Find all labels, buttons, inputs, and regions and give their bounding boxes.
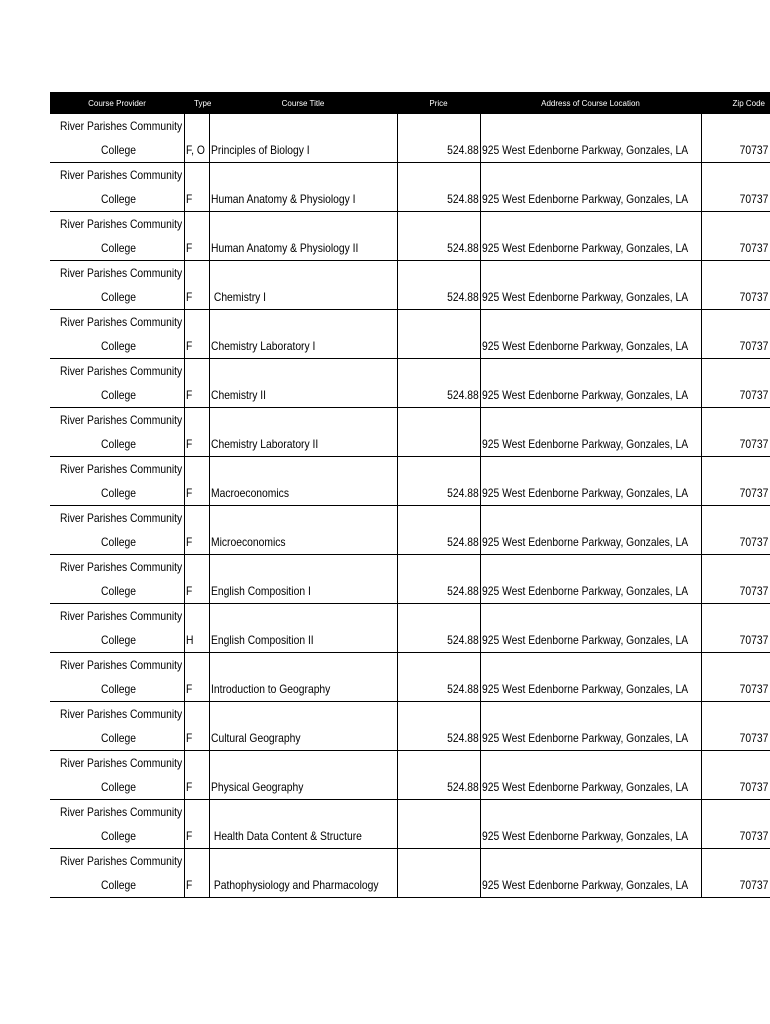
cell-course-provider <box>50 163 184 212</box>
table-row <box>50 751 770 800</box>
cell-type <box>184 506 209 555</box>
cell-price-text: 524.88 <box>446 535 479 550</box>
header-zip-code: Zip Code <box>701 92 770 114</box>
provider-name-line2: College <box>101 780 137 795</box>
cell-type-text: F <box>185 780 192 795</box>
table-row <box>50 310 770 359</box>
cell-price-text: 524.88 <box>446 143 479 158</box>
cell-address-text: 925 West Edenborne Parkway, Gonzales, LA <box>481 486 688 501</box>
cell-zip-code-text: 70737 <box>739 829 768 844</box>
cell-type <box>184 408 209 457</box>
cell-address <box>480 359 701 408</box>
provider-name-line2: College <box>101 437 137 452</box>
table-row <box>50 702 770 751</box>
cell-course-title-text: Human Anatomy & Physiology II <box>210 241 358 256</box>
table-row <box>50 457 770 506</box>
cell-price <box>397 457 480 506</box>
cell-course-title <box>209 849 397 898</box>
cell-course-provider <box>50 604 184 653</box>
provider-name-line1: River Parishes Community <box>60 756 183 771</box>
cell-type-text: F <box>185 192 192 207</box>
cell-course-title-text: Pathophysiology and Pharmacology <box>210 878 379 893</box>
cell-address-text: 925 West Edenborne Parkway, Gonzales, LA <box>481 241 688 256</box>
cell-type <box>184 653 209 702</box>
course-table-sheet <box>50 92 768 898</box>
table-row <box>50 114 770 163</box>
cell-address-text: 925 West Edenborne Parkway, Gonzales, LA <box>481 388 688 403</box>
cell-course-title-text: Chemistry II <box>210 388 266 403</box>
cell-price-text: 524.88 <box>446 241 479 256</box>
provider-name-line1: River Parishes Community <box>60 217 183 232</box>
cell-course-title-text: Chemistry Laboratory I <box>210 339 315 354</box>
cell-price <box>397 800 480 849</box>
cell-course-title <box>209 800 397 849</box>
cell-zip-code <box>701 359 770 408</box>
cell-course-provider <box>50 114 184 163</box>
header-course-title: Course Title <box>209 92 397 114</box>
cell-zip-code-text: 70737 <box>739 192 768 207</box>
cell-price-text: 524.88 <box>446 486 479 501</box>
cell-zip-code <box>701 114 770 163</box>
cell-course-title <box>209 457 397 506</box>
cell-address-text: 925 West Edenborne Parkway, Gonzales, LA <box>481 878 688 893</box>
cell-course-title-text: Principles of Biology I <box>210 143 310 158</box>
cell-address <box>480 849 701 898</box>
cell-zip-code <box>701 604 770 653</box>
cell-type-text: F <box>185 682 192 697</box>
provider-name-line2: College <box>101 829 137 844</box>
cell-type <box>184 604 209 653</box>
cell-course-title-text: Physical Geography <box>210 780 303 795</box>
cell-zip-code-text: 70737 <box>739 682 768 697</box>
cell-address-text: 925 West Edenborne Parkway, Gonzales, LA <box>481 780 688 795</box>
cell-address <box>480 310 701 359</box>
cell-zip-code-text: 70737 <box>739 339 768 354</box>
table-row <box>50 261 770 310</box>
cell-course-provider <box>50 849 184 898</box>
cell-zip-code <box>701 163 770 212</box>
table-row <box>50 506 770 555</box>
cell-zip-code <box>701 653 770 702</box>
provider-name-line1: River Parishes Community <box>60 266 183 281</box>
cell-price <box>397 212 480 261</box>
header-row <box>50 92 770 114</box>
cell-zip-code <box>701 261 770 310</box>
table-row <box>50 408 770 457</box>
cell-course-title <box>209 653 397 702</box>
provider-name-line2: College <box>101 682 137 697</box>
cell-course-title <box>209 555 397 604</box>
cell-address <box>480 555 701 604</box>
provider-name-line1: River Parishes Community <box>60 364 183 379</box>
cell-zip-code-text: 70737 <box>739 584 768 599</box>
cell-type-text: F <box>185 731 192 746</box>
table-row <box>50 359 770 408</box>
cell-price-text: 524.88 <box>446 731 479 746</box>
table-row <box>50 555 770 604</box>
cell-address <box>480 800 701 849</box>
cell-course-provider <box>50 457 184 506</box>
cell-type-text: F <box>185 535 192 550</box>
provider-name-line1: River Parishes Community <box>60 413 183 428</box>
provider-name-line2: College <box>101 486 137 501</box>
cell-address-text: 925 West Edenborne Parkway, Gonzales, LA <box>481 437 688 452</box>
header-course-provider: Course Provider <box>50 92 184 114</box>
cell-zip-code <box>701 751 770 800</box>
provider-name-line1: River Parishes Community <box>60 511 183 526</box>
cell-type-text: F <box>185 829 192 844</box>
cell-address <box>480 653 701 702</box>
cell-price-text: 524.88 <box>446 388 479 403</box>
provider-name-line2: College <box>101 388 137 403</box>
cell-zip-code-text: 70737 <box>739 535 768 550</box>
cell-price <box>397 310 480 359</box>
cell-course-title-text: Microeconomics <box>210 535 286 550</box>
cell-zip-code-text: 70737 <box>739 780 768 795</box>
cell-course-title <box>209 114 397 163</box>
cell-zip-code-text: 70737 <box>739 290 768 305</box>
header-address: Address of Course Location <box>480 92 701 114</box>
cell-course-provider <box>50 359 184 408</box>
cell-address-text: 925 West Edenborne Parkway, Gonzales, LA <box>481 731 688 746</box>
cell-address <box>480 457 701 506</box>
provider-name-line1: River Parishes Community <box>60 462 183 477</box>
cell-zip-code-text: 70737 <box>739 731 768 746</box>
cell-type <box>184 310 209 359</box>
cell-type-text: F <box>185 290 192 305</box>
cell-type <box>184 702 209 751</box>
cell-course-title-text: English Composition I <box>210 584 311 599</box>
provider-name-line2: College <box>101 535 137 550</box>
cell-type-text: F <box>185 486 192 501</box>
cell-course-provider <box>50 408 184 457</box>
cell-course-title-text: Health Data Content & Structure <box>210 829 362 844</box>
cell-zip-code-text: 70737 <box>739 388 768 403</box>
cell-course-provider <box>50 800 184 849</box>
cell-course-provider <box>50 261 184 310</box>
cell-price <box>397 114 480 163</box>
cell-course-title-text: Macroeconomics <box>210 486 289 501</box>
provider-name-line1: River Parishes Community <box>60 168 183 183</box>
provider-name-line1: River Parishes Community <box>60 609 183 624</box>
cell-course-provider <box>50 555 184 604</box>
cell-zip-code <box>701 310 770 359</box>
cell-type-text: F <box>185 241 192 256</box>
table-row <box>50 800 770 849</box>
cell-type-text: F <box>185 339 192 354</box>
cell-type <box>184 849 209 898</box>
provider-name-line2: College <box>101 339 137 354</box>
provider-name-line2: College <box>101 633 137 648</box>
provider-name-line1: River Parishes Community <box>60 315 183 330</box>
cell-type <box>184 555 209 604</box>
cell-course-title <box>209 702 397 751</box>
cell-address <box>480 506 701 555</box>
cell-address-text: 925 West Edenborne Parkway, Gonzales, LA <box>481 143 688 158</box>
cell-address <box>480 163 701 212</box>
cell-address <box>480 261 701 310</box>
provider-name-line1: River Parishes Community <box>60 854 183 869</box>
provider-name-line1: River Parishes Community <box>60 560 183 575</box>
cell-address-text: 925 West Edenborne Parkway, Gonzales, LA <box>481 535 688 550</box>
header-type: Type <box>184 92 209 114</box>
cell-address <box>480 604 701 653</box>
cell-type <box>184 212 209 261</box>
provider-name-line2: College <box>101 731 137 746</box>
table-row <box>50 653 770 702</box>
cell-price <box>397 163 480 212</box>
cell-type <box>184 751 209 800</box>
cell-course-title-text: English Composition II <box>210 633 314 648</box>
cell-type-text: F <box>185 437 192 452</box>
cell-course-title-text: Chemistry I <box>210 290 266 305</box>
cell-price-text: 524.88 <box>446 633 479 648</box>
cell-zip-code <box>701 457 770 506</box>
cell-course-title-text: Introduction to Geography <box>210 682 330 697</box>
cell-address-text: 925 West Edenborne Parkway, Gonzales, LA <box>481 682 688 697</box>
cell-course-title <box>209 359 397 408</box>
cell-price-text: 524.88 <box>446 290 479 305</box>
cell-zip-code-text: 70737 <box>739 241 768 256</box>
cell-type-text: F <box>185 878 192 893</box>
provider-name-line2: College <box>101 878 137 893</box>
provider-name-line1: River Parishes Community <box>60 658 183 673</box>
cell-type-text: F <box>185 388 192 403</box>
cell-zip-code <box>701 555 770 604</box>
cell-course-title <box>209 506 397 555</box>
table-body <box>50 114 770 898</box>
cell-address <box>480 702 701 751</box>
table-row <box>50 849 770 898</box>
cell-type <box>184 359 209 408</box>
cell-type <box>184 163 209 212</box>
cell-price <box>397 849 480 898</box>
cell-course-title <box>209 604 397 653</box>
cell-zip-code <box>701 408 770 457</box>
cell-course-title <box>209 212 397 261</box>
cell-zip-code <box>701 506 770 555</box>
cell-address-text: 925 West Edenborne Parkway, Gonzales, LA <box>481 290 688 305</box>
cell-type-text: F, O <box>185 143 205 158</box>
cell-address-text: 925 West Edenborne Parkway, Gonzales, LA <box>481 192 688 207</box>
table-row <box>50 604 770 653</box>
cell-price <box>397 261 480 310</box>
cell-course-title <box>209 163 397 212</box>
cell-address-text: 925 West Edenborne Parkway, Gonzales, LA <box>481 584 688 599</box>
cell-type <box>184 457 209 506</box>
provider-name-line1: River Parishes Community <box>60 119 183 134</box>
cell-price <box>397 408 480 457</box>
provider-name-line2: College <box>101 192 137 207</box>
cell-address <box>480 212 701 261</box>
cell-price-text: 524.88 <box>446 584 479 599</box>
cell-course-provider <box>50 506 184 555</box>
table-header <box>50 92 770 114</box>
cell-price-text: 524.88 <box>446 192 479 207</box>
cell-price <box>397 604 480 653</box>
table-row <box>50 163 770 212</box>
cell-type <box>184 800 209 849</box>
cell-course-title <box>209 408 397 457</box>
cell-price-text: 524.88 <box>446 682 479 697</box>
provider-name-line1: River Parishes Community <box>60 707 183 722</box>
cell-course-title <box>209 261 397 310</box>
provider-name-line2: College <box>101 290 137 305</box>
cell-zip-code <box>701 212 770 261</box>
cell-type <box>184 114 209 163</box>
cell-course-title <box>209 751 397 800</box>
header-price: Price <box>397 92 480 114</box>
cell-address-text: 925 West Edenborne Parkway, Gonzales, LA <box>481 829 688 844</box>
cell-address-text: 925 West Edenborne Parkway, Gonzales, LA <box>481 339 688 354</box>
cell-zip-code-text: 70737 <box>739 437 768 452</box>
cell-type <box>184 261 209 310</box>
cell-course-title <box>209 310 397 359</box>
cell-zip-code <box>701 702 770 751</box>
cell-price <box>397 506 480 555</box>
provider-name-line2: College <box>101 143 137 158</box>
cell-course-provider <box>50 702 184 751</box>
cell-price <box>397 653 480 702</box>
provider-name-line2: College <box>101 584 137 599</box>
provider-name-line1: River Parishes Community <box>60 805 183 820</box>
cell-zip-code-text: 70737 <box>739 143 768 158</box>
cell-type-text: H <box>185 633 193 648</box>
provider-name-line2: College <box>101 241 137 256</box>
cell-address <box>480 114 701 163</box>
cell-price <box>397 359 480 408</box>
cell-zip-code-text: 70737 <box>739 633 768 648</box>
cell-price <box>397 751 480 800</box>
cell-zip-code-text: 70737 <box>739 878 768 893</box>
cell-course-provider <box>50 653 184 702</box>
table-row <box>50 212 770 261</box>
cell-course-title-text: Cultural Geography <box>210 731 300 746</box>
cell-address <box>480 408 701 457</box>
cell-price <box>397 702 480 751</box>
cell-type-text: F <box>185 584 192 599</box>
cell-zip-code <box>701 800 770 849</box>
cell-price <box>397 555 480 604</box>
cell-zip-code <box>701 849 770 898</box>
cell-course-title-text: Chemistry Laboratory II <box>210 437 318 452</box>
cell-course-provider <box>50 212 184 261</box>
cell-address <box>480 751 701 800</box>
cell-course-provider <box>50 310 184 359</box>
cell-course-provider <box>50 751 184 800</box>
cell-address-text: 925 West Edenborne Parkway, Gonzales, LA <box>481 633 688 648</box>
course-table <box>50 92 770 898</box>
cell-zip-code-text: 70737 <box>739 486 768 501</box>
cell-course-title-text: Human Anatomy & Physiology I <box>210 192 356 207</box>
cell-price-text: 524.88 <box>446 780 479 795</box>
